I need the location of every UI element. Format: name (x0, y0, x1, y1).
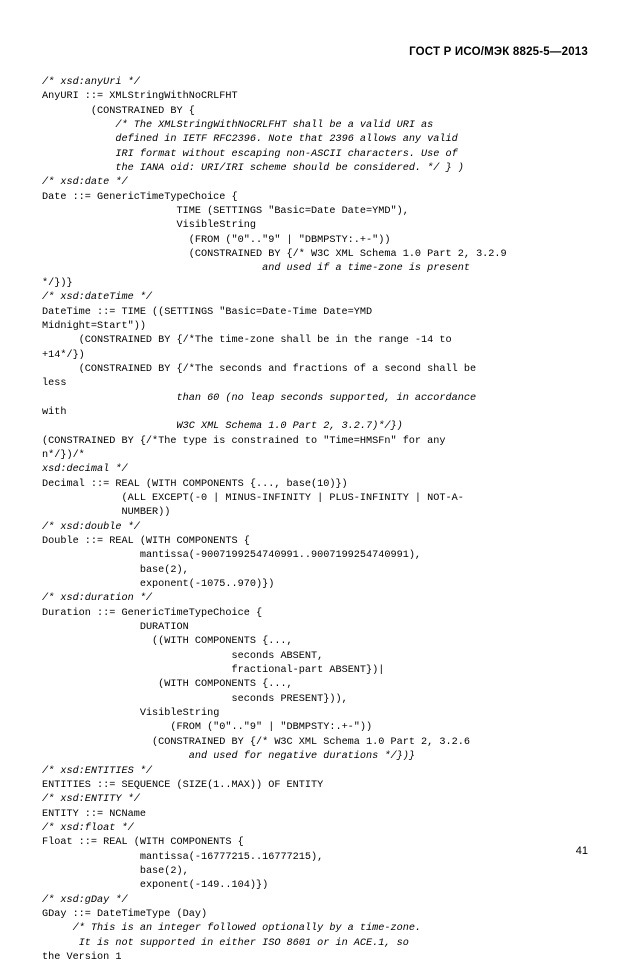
code-line: /* xsd:date */ (42, 177, 128, 189)
code-line: GDay ::= DateTimeType (Day) (42, 908, 208, 920)
code-line: exponent(-1075..970)}) (42, 579, 275, 591)
code-line: DateTime ::= TIME ((SETTINGS "Basic=Date-Time Date=YMD (42, 306, 373, 318)
code-line: VisibleString (42, 220, 256, 232)
code-line: */})} (42, 277, 73, 289)
code-line: /* xsd:ENTITY */ (42, 794, 140, 806)
code-line: /* xsd:double */ (42, 521, 140, 533)
page-header: ГОСТ Р ИСО/МЭК 8825-5—2013 (409, 46, 588, 58)
code-line: /* xsd:gDay */ (42, 894, 128, 906)
code-line: W3C XML Schema 1.0 Part 2, 3.2.7)*/}) (42, 421, 403, 433)
code-line: seconds PRESENT})), (42, 693, 348, 705)
code-line: Duration ::= GenericTimeTypeChoice { (42, 607, 263, 619)
code-line: with (42, 406, 67, 418)
code-line: /* This is an integer followed optionally by a time-zone. (42, 923, 422, 935)
code-line: and used for negative durations */})} (42, 751, 415, 763)
code-line: /* xsd:dateTime */ (42, 292, 153, 304)
code-line: seconds ABSENT, (42, 650, 324, 662)
asn1-code-block (42, 76, 590, 965)
page-number: 41 (575, 845, 588, 857)
code-line: (CONSTRAINED BY {/*The type is constrained to "Time=HMSFn" for any (42, 435, 446, 447)
code-line: IRI format without escaping non-ASCII characters. Use of (42, 148, 458, 160)
code-line: the IANA oid: URI/IRI scheme should be considered. */ } ) (42, 163, 464, 175)
code-line: ENTITY ::= NCName (42, 808, 146, 820)
code-line: Midnight=Start")) (42, 320, 146, 332)
code-line: It is not supported in either ISO 8601 or in ACE.1, so (42, 937, 409, 949)
code-line: DURATION (42, 622, 189, 634)
code-line: (ALL EXCEPT(-0 | MINUS-INFINITY | PLUS-INFINITY | NOT-A- (42, 492, 464, 504)
code-line: NUMBER)) (42, 507, 171, 519)
code-line: n*/})/* (42, 449, 85, 461)
code-line: less (42, 378, 67, 390)
code-line: VisibleString (42, 708, 220, 720)
code-line: /* xsd:float */ (42, 822, 134, 834)
code-line: AnyURI ::= XMLStringWithNoCRLFHT (42, 91, 238, 103)
document-body (42, 76, 590, 965)
code-line: /* xsd:ENTITIES */ (42, 765, 153, 777)
code-line: (CONSTRAINED BY {/* W3C XML Schema 1.0 Part 2, 3.2.9 (42, 249, 507, 261)
code-line: and used if a time-zone is present (42, 263, 470, 275)
code-line: defined in IETF RFC2396. Note that 2396 allows any valid (42, 134, 458, 146)
code-line: (WITH COMPONENTS {..., (42, 679, 293, 691)
code-line: (CONSTRAINED BY { (42, 105, 195, 117)
code-line: /* The XMLStringWithNoCRLFHT shall be a valid URI as (42, 120, 434, 132)
code-line: Double ::= REAL (WITH COMPONENTS { (42, 536, 250, 547)
code-line: Decimal ::= REAL (WITH COMPONENTS {..., base(10)}) (42, 478, 348, 490)
code-line: mantissa(-9007199254740991..9007199254740991), (42, 550, 422, 562)
code-line: fractional-part ABSENT})| (42, 665, 385, 677)
code-line: ENTITIES ::= SEQUENCE (SIZE(1..MAX)) OF ENTITY (42, 779, 324, 791)
code-line: +14*/}) (42, 349, 85, 361)
code-line: (FROM ("0".."9" | "DBMPSTY:.+-")) (42, 722, 373, 734)
code-line: (CONSTRAINED BY {/*The time-zone shall be in the range -14 to (42, 335, 452, 347)
code-line: /* xsd:duration */ (42, 593, 153, 605)
code-line: base(2), (42, 865, 189, 877)
code-line: Date ::= GenericTimeTypeChoice { (42, 191, 238, 203)
code-line: (FROM ("0".."9" | "DBMPSTY:.+-")) (42, 234, 391, 246)
code-line: base(2), (42, 564, 189, 576)
code-line: mantissa(-16777215..16777215), (42, 851, 324, 863)
code-line: TIME (SETTINGS "Basic=Date Date=YMD"), (42, 206, 409, 218)
code-line: Float ::= REAL (WITH COMPONENTS { (42, 837, 244, 849)
code-line: (CONSTRAINED BY {/* W3C XML Schema 1.0 Part 2, 3.2.6 (42, 736, 470, 748)
code-line: than 60 (no leap seconds supported, in accordance (42, 392, 477, 404)
code-line: xsd:decimal */ (42, 464, 128, 476)
code-line: the Version 1 (42, 951, 122, 963)
code-line: ((WITH COMPONENTS {..., (42, 636, 293, 648)
code-line: exponent(-149..104)}) (42, 880, 269, 892)
code-line: /* xsd:anyUri */ (42, 77, 140, 88)
code-line: (CONSTRAINED BY {/*The seconds and fractions of a second shall be (42, 363, 477, 375)
